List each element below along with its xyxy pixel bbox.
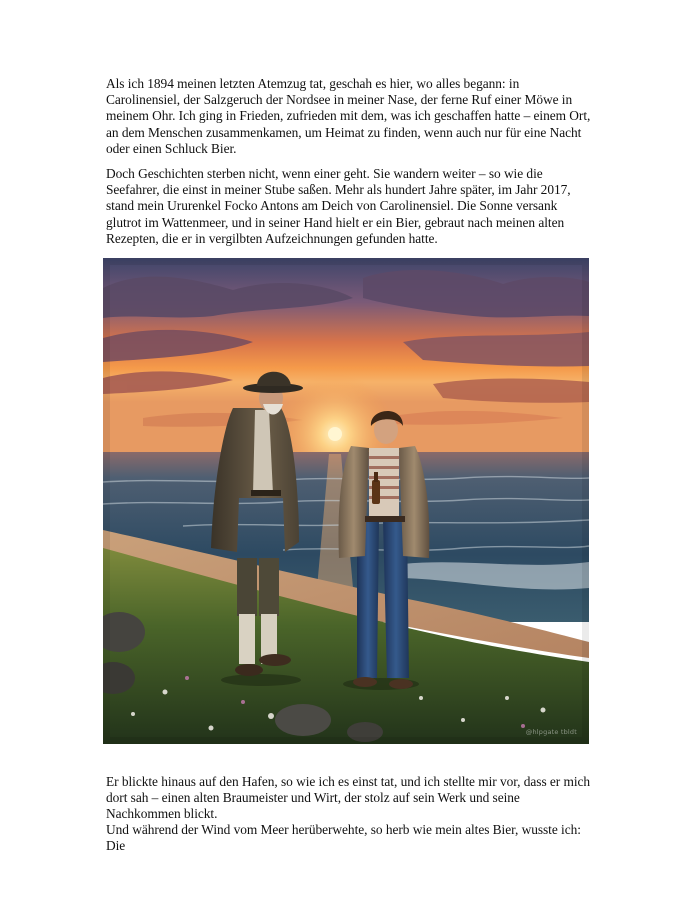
paragraph-1: Als ich 1894 meinen letzten Atemzug tat, geschah es hier, wo alles begann: in Carolinensiel, der Salzgeruch der Nordsee in meiner Nase, der ferne Ruf einer Möwe in meinem Ohr. Ich ging in Frieden, zufrieden mit dem, was ich geschaffen hatte – einem Ort, an dem Menschen zusammenkamen, um Heimat zu finden, wenn auch nur für eine Nacht oder einen Schluck Bier. [106, 76, 591, 156]
illustration-canvas [103, 258, 589, 744]
artist-signature: @hlpgate tbldt [525, 728, 577, 736]
paragraph-4: Und während der Wind vom Meer herüberwehte, so herb wie mein altes Bier, wusste ich: Die [106, 822, 581, 854]
paragraph-2: Doch Geschichten sterben nicht, wenn einer geht. Sie wandern weiter – so wie die Seefahrer, die einst in meiner Stube saßen. Mehr als hundert Jahre später, im Jahr 2017, stand mein Ururenkel Focko Antons am Deich von Carolinensiel. Die Sonne versank glutrot im Wattenmeer, und in seiner Hand hielt er ein Bier, gebraut nach meinen alten Rezepten, die er in vergilbten Aufzeichnungen gefunden hatte. [106, 166, 571, 246]
sunset-dike-illustration [103, 258, 589, 744]
paragraph-3: Er blickte hinaus auf den Hafen, so wie ich es einst tat, und ich stellte mir vor, dass er mich dort sah – einen alten Braumeister und Wirt, der stolz auf sein Werk und seine Nachkommen blickt. [106, 774, 591, 822]
